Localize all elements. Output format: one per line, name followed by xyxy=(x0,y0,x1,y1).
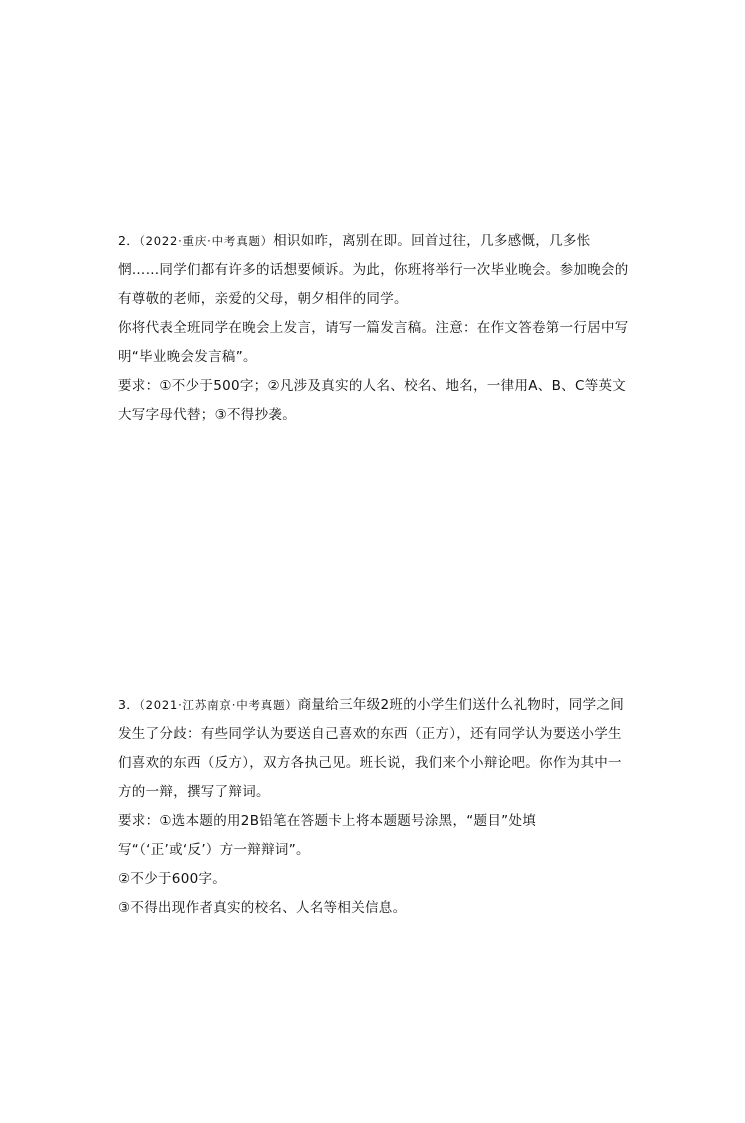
question-requirements: 要求：①选本题的用2B铅笔在答题卡上将本题题号涂黑，“题目”处填写“（‘正’或‘反’）方一辩辩词”。 xyxy=(118,813,537,858)
requirement-item: ③不得出现作者真实的校名、人名等相关信息。 xyxy=(118,900,407,916)
question-3-prompt xyxy=(118,690,630,807)
question-requirements: 要求：①不少于500字；②凡涉及真实的人名、校名、地名，一律用A、B、C等英文大写字母代替；③不得抄袭。 xyxy=(118,378,627,423)
question-number: 2． xyxy=(118,233,140,248)
question-text: 商量给三年级2班的小学生们送什么礼物时，同学之间发生了分歧：有些同学认为要送自己喜欢的东西（正方），还有同学认为要送小学生们喜欢的东西（反方），双方各执己见。班长说，我们来个小辩论吧。你作为其中一方的一辩，撰写了辩词。 xyxy=(118,697,624,800)
question-number: 3． xyxy=(118,697,140,712)
question-instruction: 你将代表全班同学在晚会上发言，请写一篇发言稿。注意：在作文答卷第一行居中写明“毕业晚会发言稿”。 xyxy=(118,320,629,365)
question-2-prompt xyxy=(118,226,630,314)
question-source: （2021·江苏南京·中考真题） xyxy=(139,698,298,712)
question-3 xyxy=(118,690,630,923)
question-text: 相识如昨，离别在即。回首过往，几多感慨，几多怅惘……同学们都有许多的话想要倾诉。为此，你班将举行一次毕业晚会。参加晚会的有尊敬的老师，亲爱的父母，朝夕相伴的同学。 xyxy=(118,233,629,307)
requirement-item: ②不少于600字。 xyxy=(118,871,227,887)
question-2 xyxy=(118,226,630,430)
question-source: （2022·重庆·中考真题） xyxy=(139,234,274,248)
